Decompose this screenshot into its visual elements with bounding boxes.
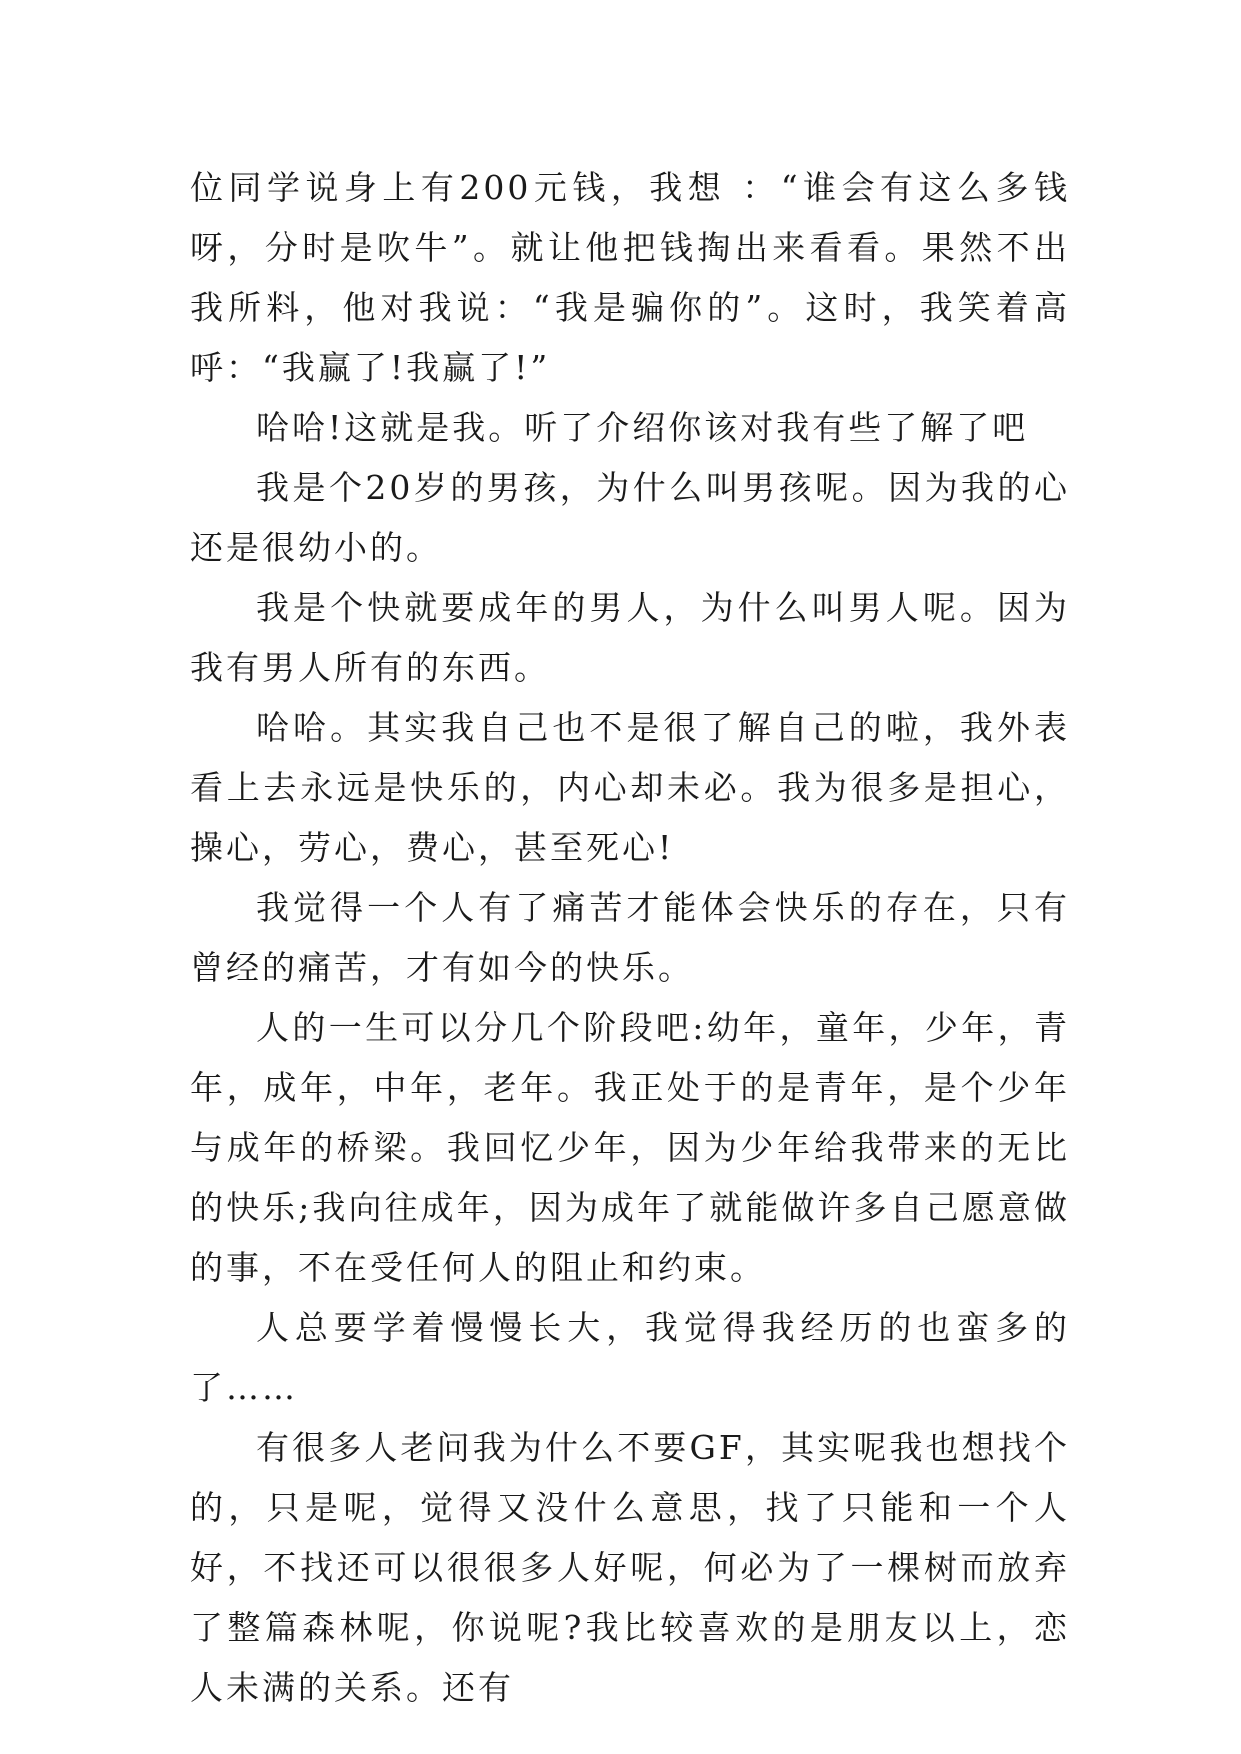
document-body [190, 158, 1070, 1718]
paragraph-3: 我是个20岁的男孩，为什么叫男孩呢。因为我的心还是很幼小的。 [190, 468, 1070, 567]
paragraph-2: 哈哈!这就是我。听了介绍你该对我有些了解了吧 [256, 408, 1029, 447]
paragraph-5: 哈哈。其实我自己也不是很了解自己的啦，我外表看上去永远是快乐的，内心却未必。我为很多是担心，操心，劳心，费心，甚至死心! [190, 708, 1070, 867]
paragraph-7: 人的一生可以分几个阶段吧:幼年，童年，少年，青年，成年，中年，老年。我正处于的是青年，是个少年与成年的桥梁。我回忆少年，因为少年给我带来的无比的快乐;我向往成年，因为成年了就能做许多自己愿意做的事，不在受任何人的阻止和约束。 [190, 1008, 1070, 1287]
paragraph-9: 有很多人老问我为什么不要GF，其实呢我也想找个的，只是呢，觉得又没什么意思，找了只能和一个人好，不找还可以很很多人好呢，何必为了一棵树而放弃了整篇森林呢，你说呢?我比较喜欢的是朋友以上，恋人未满的关系。还有 [190, 1428, 1070, 1707]
paragraph-8: 人总要学着慢慢长大，我觉得我经历的也蛮多的了…… [190, 1308, 1070, 1407]
paragraph-4: 我是个快就要成年的男人，为什么叫男人呢。因为我有男人所有的东西。 [190, 588, 1070, 687]
paragraph-1: 位同学说身上有200元钱，我想 ：“谁会有这么多钱呀，分时是吹牛”。就让他把钱掏出来看看。果然不出我所料，他对我说：“我是骗你的”。这时，我笑着高呼：“我赢了!我赢了!” [190, 168, 1070, 387]
paragraph-6: 我觉得一个人有了痛苦才能体会快乐的存在，只有曾经的痛苦，才有如今的快乐。 [190, 888, 1070, 987]
